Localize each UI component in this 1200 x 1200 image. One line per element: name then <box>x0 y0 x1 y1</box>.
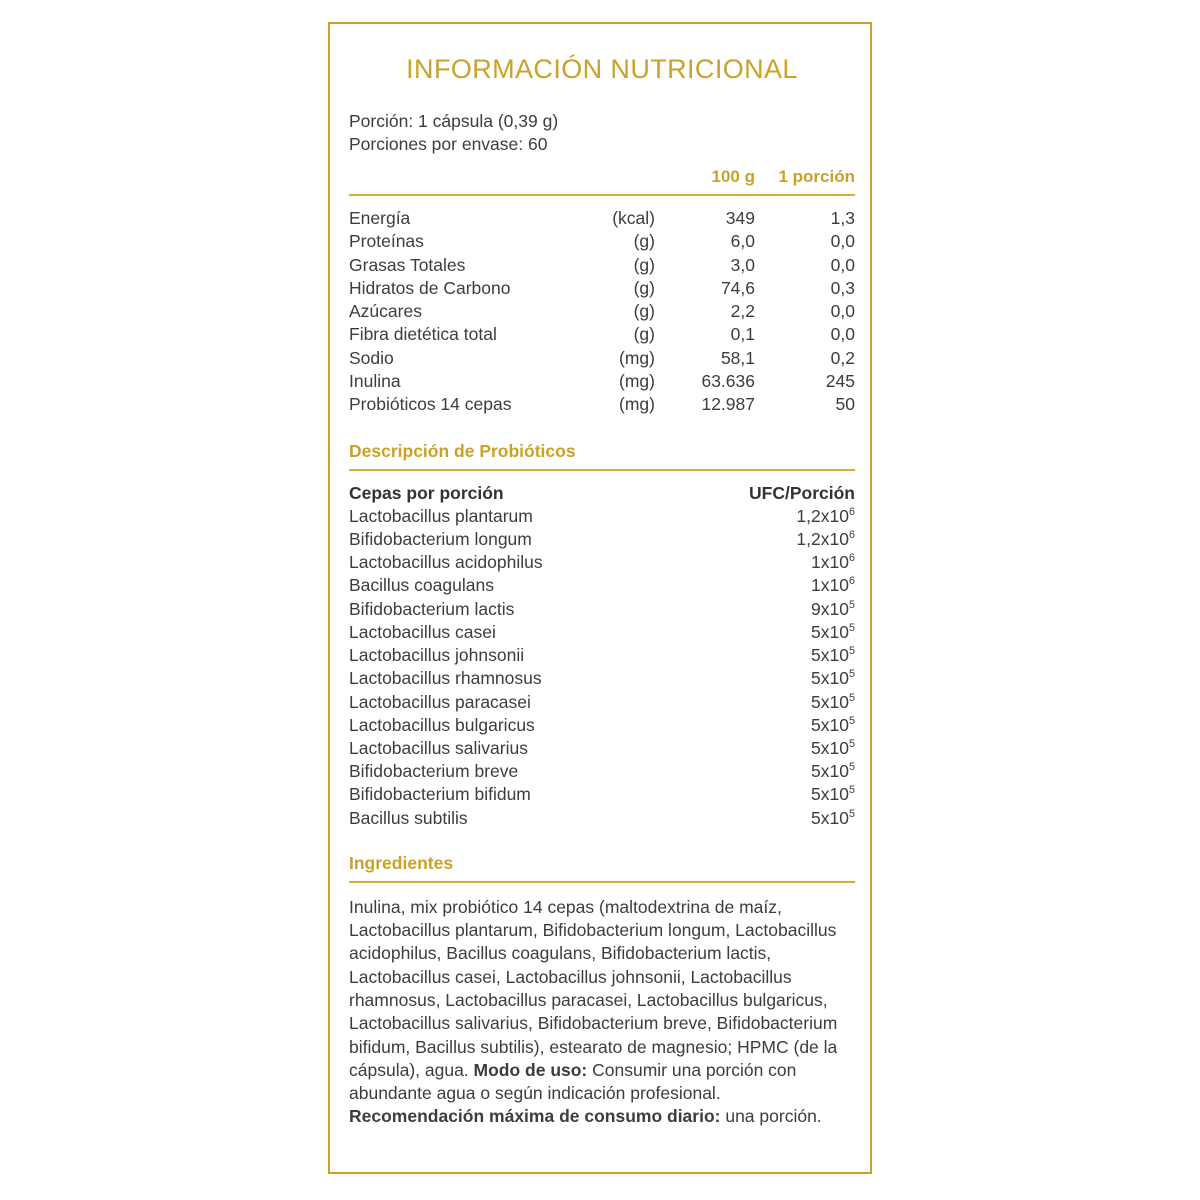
strain-cfu-value <box>811 760 855 783</box>
strain-cfu-exponent: 5 <box>848 691 855 704</box>
strain-cfu-exponent: 6 <box>848 506 855 519</box>
nutrient-per_serving: 0,2 <box>830 347 855 368</box>
strain-cfu-mantissa: 5x10 <box>811 761 849 782</box>
nutrient-per_100g: 63.636 <box>701 371 755 392</box>
strain-cfu-exponent: 5 <box>848 598 855 611</box>
nutrient-name: Fibra dietética total <box>349 324 497 345</box>
nutrition-row <box>349 207 855 230</box>
strain-cfu-exponent: 5 <box>848 761 855 774</box>
strain-name: Lactobacillus paracasei <box>349 691 531 712</box>
column-header-per-serving: 1 porción <box>778 167 855 186</box>
strain-cfu-value <box>811 621 855 644</box>
nutrient-per_100g: 0,1 <box>730 324 755 345</box>
nutrient-name: Hidratos de Carbono <box>349 277 511 298</box>
strain-name: Bifidobacterium longum <box>349 529 532 550</box>
ingredients-section-heading: Ingredientes <box>349 852 454 873</box>
strain-cfu-exponent: 5 <box>848 645 855 658</box>
strain-row <box>349 598 855 621</box>
nutrient-name: Grasas Totales <box>349 254 466 275</box>
nutrient-per_100g: 2,2 <box>730 301 755 322</box>
strain-cfu-mantissa: 5x10 <box>811 807 849 828</box>
strain-cfu-mantissa: 5x10 <box>811 714 849 735</box>
nutrient-unit: (mg) <box>619 371 655 392</box>
strain-cfu-exponent: 5 <box>848 807 855 820</box>
nutrition-row <box>349 370 855 393</box>
strain-row <box>349 505 855 528</box>
strain-cfu-value <box>811 737 855 760</box>
strain-row <box>349 714 855 737</box>
strain-row <box>349 737 855 760</box>
nutrient-name: Energía <box>349 208 411 228</box>
nutrition-row <box>349 277 855 300</box>
nutrient-unit: (mg) <box>619 394 655 415</box>
strain-cfu-mantissa: 5x10 <box>811 691 849 712</box>
strain-name: Lactobacillus rhamnosus <box>349 668 542 689</box>
strain-cfu-exponent: 6 <box>848 575 855 588</box>
nutrition-label-panel <box>328 22 872 1174</box>
nutrient-per_serving: 0,3 <box>830 277 855 298</box>
strain-cfu-value <box>811 691 855 714</box>
nutrient-per_serving: 0,0 <box>830 254 855 275</box>
strain-name: Lactobacillus salivarius <box>349 737 528 758</box>
nutrient-unit: (g) <box>633 324 655 345</box>
nutrition-row <box>349 254 855 277</box>
strain-cfu-value <box>811 807 855 830</box>
nutrition-row <box>349 393 855 416</box>
strain-table <box>349 482 855 830</box>
strain-cfu-mantissa: 5x10 <box>811 784 849 805</box>
strain-table-header <box>349 482 855 505</box>
column-header-cfu: UFC/Porción <box>749 482 855 503</box>
divider-nutrition <box>349 194 855 196</box>
strain-cfu-mantissa: 9x10 <box>811 598 849 619</box>
strain-cfu-value <box>796 505 855 528</box>
nutrient-name: Proteínas <box>349 231 424 252</box>
nutrient-name: Azúcares <box>349 301 422 322</box>
serving-size: Porción: 1 cápsula (0,39 g) <box>349 111 559 131</box>
nutrient-per_100g: 3,0 <box>730 254 755 275</box>
strain-row <box>349 783 855 806</box>
strain-cfu-exponent: 5 <box>848 714 855 727</box>
nutrient-per_100g: 12.987 <box>701 394 755 415</box>
usage-text: Consumir una porción con abundante agua o según indicación profesional. <box>349 1059 797 1104</box>
nutrient-per_serving: 0,0 <box>830 301 855 322</box>
strain-row <box>349 644 855 667</box>
nutrition-row <box>349 347 855 370</box>
nutrient-per_serving: 50 <box>835 394 855 415</box>
nutrition-row <box>349 300 855 323</box>
nutrition-table-header <box>349 167 855 187</box>
strain-cfu-exponent: 5 <box>848 622 855 635</box>
strain-cfu-value <box>811 714 855 737</box>
nutrient-unit: (g) <box>633 231 655 252</box>
strain-name: Bifidobacterium bifidum <box>349 784 531 805</box>
max-daily-text: una porción. <box>720 1106 822 1127</box>
strain-name: Lactobacillus casei <box>349 621 496 642</box>
nutrient-per_serving: 245 <box>825 371 855 392</box>
nutrient-per_serving: 1,3 <box>830 208 855 228</box>
nutrient-name: Sodio <box>349 347 394 368</box>
nutrient-per_serving: 0,0 <box>830 231 855 252</box>
strain-cfu-exponent: 5 <box>848 784 855 797</box>
strain-cfu-value <box>796 528 855 551</box>
ingredients-paragraph <box>349 896 855 1129</box>
strain-cfu-value <box>811 644 855 667</box>
divider-probiotics <box>349 469 855 471</box>
divider-ingredients <box>349 881 855 883</box>
nutrient-per_100g: 58,1 <box>720 347 755 368</box>
column-header-per-100g: 100 g <box>711 167 755 186</box>
nutrient-per_100g: 74,6 <box>720 277 755 298</box>
nutrient-unit: (g) <box>633 301 655 322</box>
strain-cfu-value <box>811 667 855 690</box>
ingredients-list-text: Inulina, mix probiótico 14 cepas (maltodextrina de maíz, Lactobacillus plantarum, Bifidobacterium longum, Lactobacillus acidophilus, Bacillus coagulans, Bifidobacterium lactis, Lactobacillus casei, Lactobacillus johnsonii, Lactobacillus rhamnosus, Lactobacillus paracasei, Lactobacillus bulgaricus, Lactobacillus salivarius, Bifidobacterium breve, Bifidobacterium bifidum, Bacillus subtilis), estearato de magnesio; HPMC (de la cápsula), agua. <box>349 896 838 1080</box>
probiotics-section-heading: Descripción de Probióticos <box>349 440 576 461</box>
strain-cfu-mantissa: 5x10 <box>811 645 849 666</box>
strain-name: Lactobacillus johnsonii <box>349 645 525 666</box>
nutrition-table <box>349 207 855 417</box>
strain-cfu-mantissa: 5x10 <box>811 668 849 689</box>
strain-cfu-mantissa: 1x10 <box>811 575 849 596</box>
strain-cfu-mantissa: 1,2x10 <box>796 505 849 526</box>
strain-row <box>349 807 855 830</box>
strain-cfu-mantissa: 1x10 <box>811 552 849 573</box>
strain-cfu-exponent: 6 <box>848 529 855 542</box>
nutrient-unit: (g) <box>633 277 655 298</box>
strain-row <box>349 691 855 714</box>
strain-row <box>349 621 855 644</box>
nutrient-name: Probióticos 14 cepas <box>349 394 512 415</box>
strain-row <box>349 760 855 783</box>
nutrient-per_serving: 0,0 <box>830 324 855 345</box>
strain-name: Bacillus subtilis <box>349 807 468 828</box>
strain-cfu-value <box>811 783 855 806</box>
strain-row <box>349 667 855 690</box>
strain-cfu-mantissa: 5x10 <box>811 737 849 758</box>
strain-cfu-value <box>811 551 855 574</box>
nutrient-per_100g: 6,0 <box>730 231 755 252</box>
nutrient-name: Inulina <box>349 371 401 392</box>
strain-row <box>349 528 855 551</box>
strain-row <box>349 574 855 597</box>
usage-label: Modo de uso: <box>473 1059 588 1080</box>
serving-info <box>349 110 855 156</box>
nutrition-row <box>349 323 855 346</box>
strain-name: Bifidobacterium breve <box>349 761 519 782</box>
strain-cfu-exponent: 5 <box>848 668 855 681</box>
nutrient-unit: (mg) <box>619 347 655 368</box>
strain-cfu-mantissa: 5x10 <box>811 621 849 642</box>
strain-name: Bacillus coagulans <box>349 575 494 596</box>
strain-name: Bifidobacterium lactis <box>349 598 515 619</box>
page-title: INFORMACIÓN NUTRICIONAL <box>406 54 798 84</box>
nutrient-unit: (kcal) <box>612 208 655 228</box>
strain-row <box>349 551 855 574</box>
nutrient-per_100g: 349 <box>725 208 755 228</box>
strain-cfu-exponent: 5 <box>848 738 855 751</box>
strain-cfu-mantissa: 1,2x10 <box>796 529 849 550</box>
servings-per-container: Porciones por envase: 60 <box>349 134 548 154</box>
strain-cfu-value <box>811 598 855 621</box>
nutrient-unit: (g) <box>633 254 655 275</box>
column-header-strains: Cepas por porción <box>349 482 504 503</box>
strain-cfu-exponent: 6 <box>848 552 855 565</box>
strain-name: Lactobacillus bulgaricus <box>349 714 535 735</box>
strain-cfu-value <box>811 574 855 597</box>
max-daily-label: Recomendación máxima de consumo diario: <box>349 1106 721 1127</box>
strain-name: Lactobacillus plantarum <box>349 505 533 526</box>
nutrition-row <box>349 230 855 253</box>
column-header-unit <box>559 167 655 187</box>
strain-name: Lactobacillus acidophilus <box>349 552 543 573</box>
